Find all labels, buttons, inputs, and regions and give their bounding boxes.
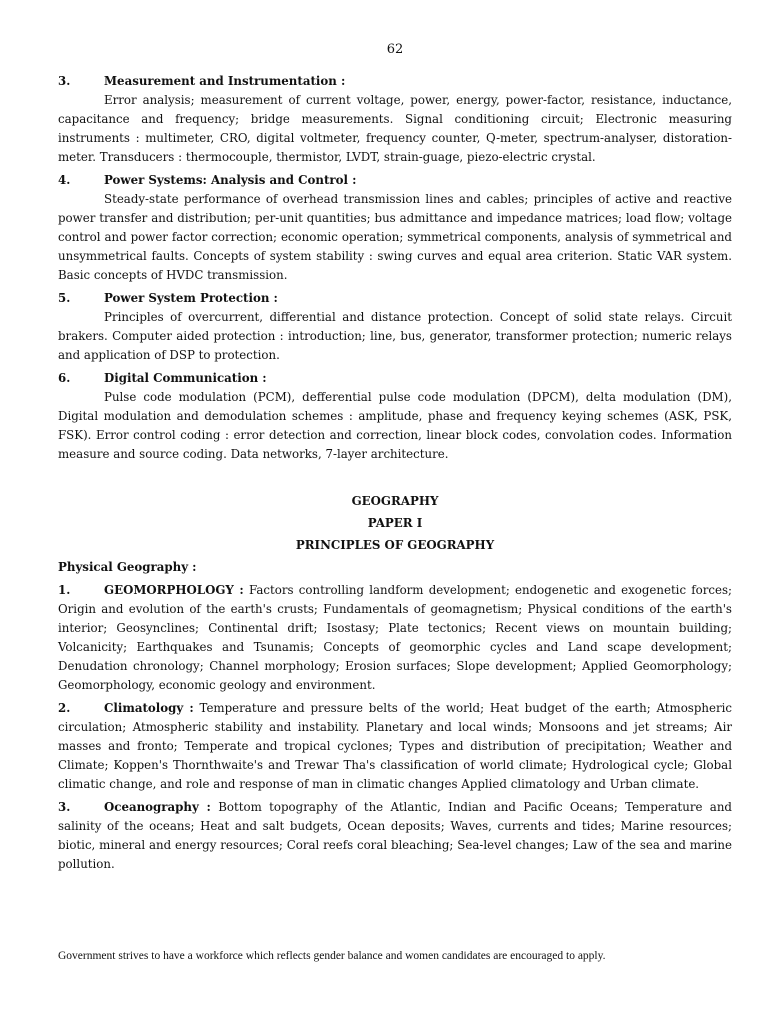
section-number: 3. xyxy=(58,74,71,88)
section-heading xyxy=(58,72,732,91)
section-body: Error analysis; measurement of current voltage, power, energy, power-factor, resistance, inductance, capacitance and frequency; bridge measurements. Signal conditioning circuit; Electronic measuring instruments : multimeter, CRO, digital voltmeter, frequency counter, Q-meter, spectrum-analyser, distoration-meter. Transducers : thermocouple, thermistor, LVDT, strain-guage, piezo-electric crystal. xyxy=(58,93,732,164)
section-title: Power System Protection : xyxy=(104,291,278,305)
geo-item-geomorphology xyxy=(58,581,732,695)
section-body: Steady-state performance of overhead transmission lines and cables; principles of active and reactive power transfer and distribution; per-unit quantities; bus admittance and impedance matrices; load flow; voltage control and power factor correction; economic operation; symmetrical components, analysis of symmetrical and unsymmetrical faults. Concepts of system stability : swing curves and equal area criterion. Static VAR system. Basic concepts of HVDC transmission. xyxy=(58,192,732,282)
paper-title: PAPER I xyxy=(367,516,423,530)
item-number: 2. xyxy=(58,701,71,715)
section-body: Pulse code modulation (PCM), defferential pulse code modulation (DPCM), delta modulation (DM), Digital modulation and demodulation schemes : amplitude, phase and frequency keying schemes (ASK, PSK, FSK). Error control coding : error detection and correction, linear block codes, convolation codes. Information measure and source coding. Data networks, 7-layer architecture. xyxy=(58,390,732,461)
section-heading xyxy=(58,369,732,388)
section-power-systems xyxy=(58,171,732,285)
item-number: 3. xyxy=(58,800,71,814)
item-number: 1. xyxy=(58,583,71,597)
paper-subtitle: PRINCIPLES OF GEOGRAPHY xyxy=(295,538,495,552)
physical-geography-heading: Physical Geography : xyxy=(58,560,197,574)
section-digital-communication xyxy=(58,369,732,464)
item-title: Oceanography : xyxy=(104,800,211,814)
geo-item-oceanography xyxy=(58,798,732,874)
section-heading xyxy=(58,171,732,190)
geography-block xyxy=(58,490,732,874)
footer-note: Government strives to have a workforce which reflects gender balance and women candidates are encouraged to apply. xyxy=(58,950,606,962)
section-title: Measurement and Instrumentation : xyxy=(104,74,346,88)
item-title: GEOMORPHOLOGY : xyxy=(104,583,244,597)
section-title: Digital Communication : xyxy=(104,371,267,385)
item-title: Climatology : xyxy=(104,701,194,715)
section-body: Principles of overcurrent, differential and distance protection. Concept of solid state relays. Circuit brakers. Computer aided protection : introduction; line, bus, generator, transformer protection; numeric relays and application of DSP to protection. xyxy=(58,310,732,362)
section-number: 5. xyxy=(58,291,71,305)
section-heading xyxy=(58,289,732,308)
section-power-protection xyxy=(58,289,732,365)
page-number: 62 xyxy=(386,42,404,57)
section-title: Power Systems: Analysis and Control : xyxy=(104,173,357,187)
page-content xyxy=(58,68,732,874)
item-body: Bottom topography of the Atlantic, Indian and Pacific Oceans; Temperature and salinity of the oceans; Heat and salt budgets, Ocean deposits; Waves, currents and tides; Marine resources; biotic, mineral and energy resources; Coral reefs coral bleaching; Sea-level changes; Law of the sea and marine pollution. xyxy=(58,800,732,871)
section-number: 6. xyxy=(58,371,71,385)
section-number: 4. xyxy=(58,173,71,187)
geo-item-climatology xyxy=(58,699,732,794)
item-body: Factors controlling landform development; endogenetic and exogenetic forces; Origin and evolution of the earth's crusts; Fundamentals of geomagnetism; Physical conditions of the earth's interior; Geosynclines; Continental drift; Isostasy; Plate tectonics; Recent views on mountain building; Volcanicity; Earthquakes and Tsunamis; Concepts of geomorphic cycles and Land scape development; Denudation chronology; Channel morphology; Erosion surfaces; Slope development; Applied Geomorphology; Geomorphology, economic geology and environment. xyxy=(58,583,732,692)
geography-title: GEOGRAPHY xyxy=(351,494,439,508)
section-measurement xyxy=(58,72,732,167)
item-body: Temperature and pressure belts of the world; Heat budget of the earth; Atmospheric circulation; Atmospheric stability and instability. Planetary and local winds; Monsoons and jet streams; Air masses and fronto; Temperate and tropical cyclones; Types and distribution of precipitation; Weather and Climate; Koppen's Thornthwaite's and Trewar Tha's classification of world climate; Hydrological cycle; Global climatic change, and role and response of man in climatic changes Applied climatology and Urban climate. xyxy=(58,701,732,791)
